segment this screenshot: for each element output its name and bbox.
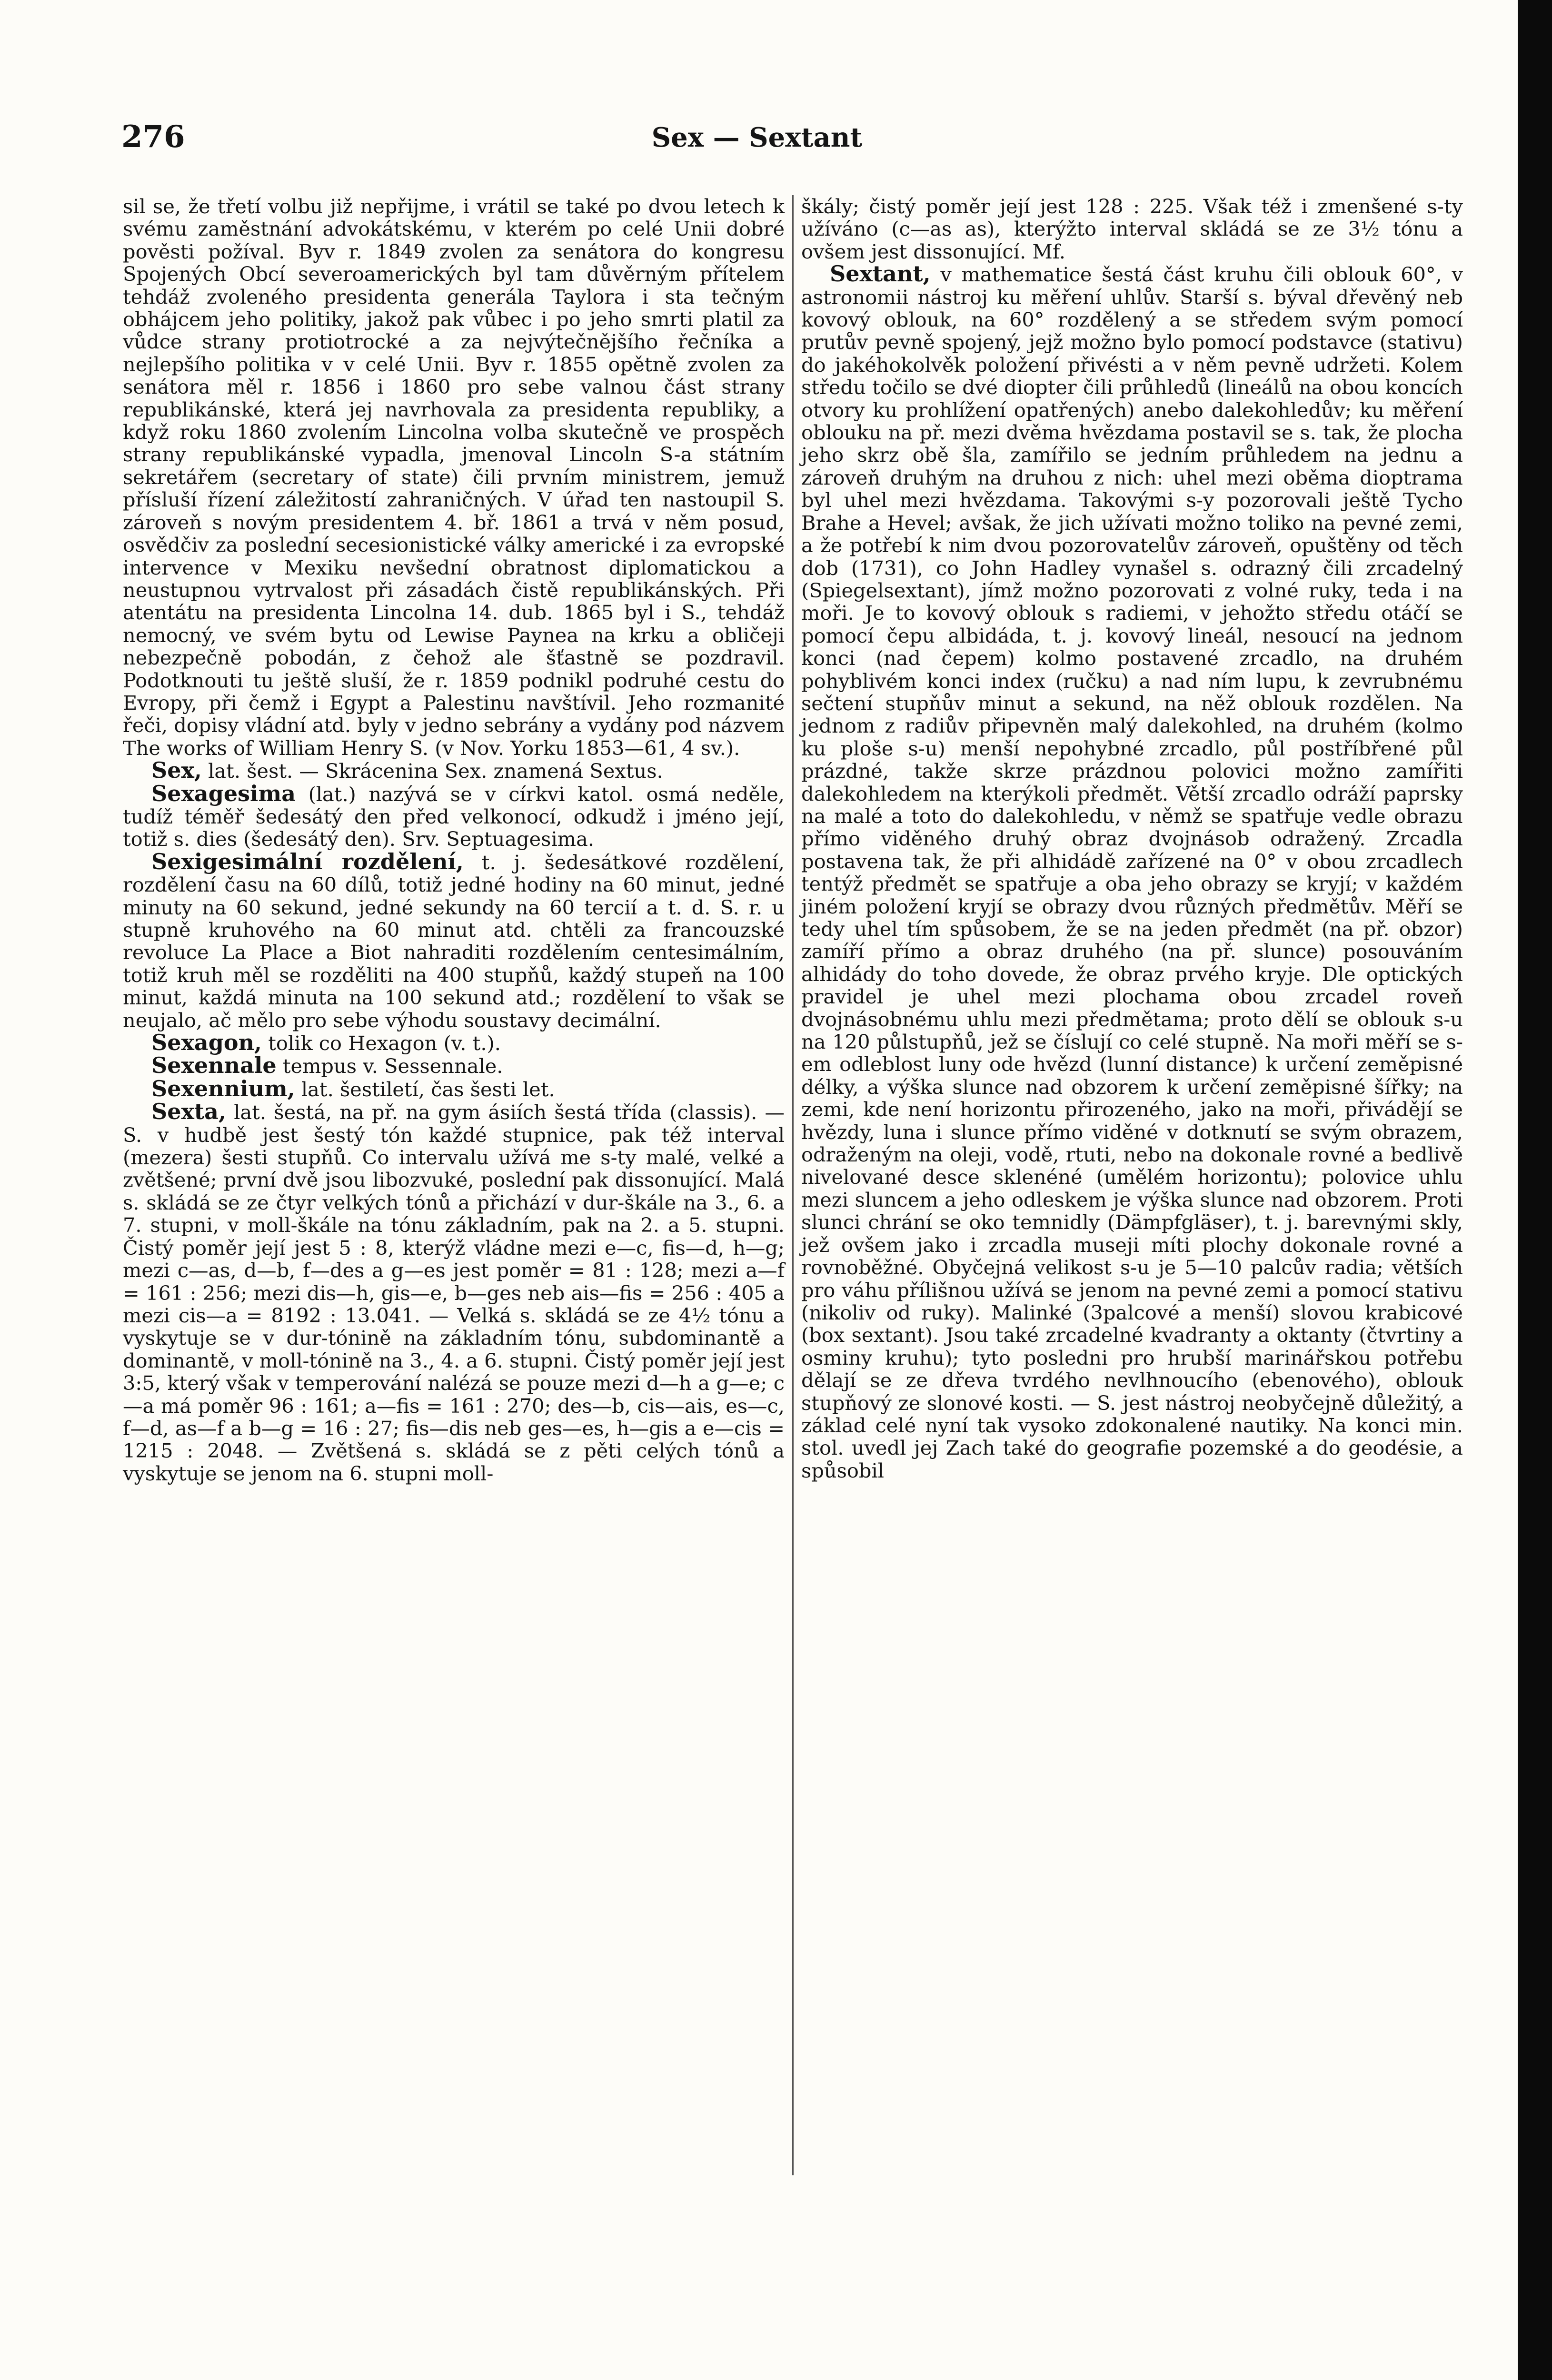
entry-sexta [123, 1101, 785, 1485]
headword-sex: Sex, [151, 757, 202, 783]
entry-sexigesimalni [123, 848, 785, 1032]
entry-sexagon [123, 1031, 785, 1054]
headword-sexigesimalni: Sexigesimální rozdělení, [151, 848, 464, 874]
seward-continuation: sil se, že třetí volbu již nepřijme, i vrátil se také po dvou letech k svému zaměstnání advokátskému, v kterém po celé Unii dobré pověsti požíval. Byv r. 1849 zvolen za senátora do kongresu Spojených Obcí severoamerických byl tam důvěrným přítelem tehdáž zvoleného presidenta generála Taylora i sta tečným obhájcem jeho politiky, jakož pak vůbec i po jeho smrti platil za vůdce strany protiotrocké a za nejvýtečnějšího řečníka a nejlepšího politika v v celé Unii. Byv r. 1855 opětně zvolen za senátora měl r. 1856 i 1860 pro sebe valnou část strany republikánské, která jej navrhovala za presidenta republiky, a když roku 1860 zvolením Lincolna volba skutečně ve prospěch strany republikánské vypadla, jmenoval Lincoln S-a státním sekretářem (secretary of state) čili prvním ministrem, jemuž přísluší řízení záležitostí zahraničných. V úřad ten nastoupil S. zároveň s novým presidentem 4. bř. 1861 a trvá v něm posud, osvědčiv za poslední secesionistické války americké i za evropské intervence v Mexiku nevšední obratnost diplomatickou a neustupnou vytrvalost při zásadách čistě republikánských. Při atentátu na presidenta Lincolna 14. dub. 1865 byl i S., tehdáž nemocný, ve svém bytu od Lewise Paynea na krku a obličeji nebezpečně pobodán, z čehož ale šťastně se pozdravil. Podotknouti tu ještě sluší, že r. 1859 podnikl podruhé cestu do Evropy, při čemž i Egypt a Palestinu navštívil. Jeho rozmanité řeči, dopisy vládní atd. byly v jedno sebrány a vydány pod názvem The works of William Henry S. (v Nov. Yorku 1853—61, 4 sv.). [123, 195, 785, 760]
running-head: Sex — Sextant [651, 122, 863, 153]
entry-sex-text: lat. šest. — Skrácenina Sex. znamená Sextus. [208, 759, 663, 783]
entry-sextant-text: v mathematice šestá část kruhu čili oblouk 60°, v astronomii nástroj ku měření uhlův. Starší s. býval dřevěný neb kovový oblouk, na 60° rozdělený a se středem svým pomocí prutův pevně spojený, jejž možno bylo pomocí podstavce (stativu) do jakéhokolvěk položení přivésti a v něm pevně udržeti. Kolem středu točilo se dvé diopter čili průhledů (lineálů na obou koncích otvory ku prohlížení opatřených) anebo dalekohledův; ku měření oblouku na př. mezi dvěma hvězdama postavil se s. tak, že plocha jeho skrz obě šla, zamířilo se jedním průhledem na jednu a zároveň druhým na druhou z nich: uhel mezi oběma dioptrama byl uhel mezi hvězdama. Takovými s-y pozorovali ještě Tycho Brahe a Hevel; avšak, že jich užívati možno toliko na pevné zemi, a že potřebí k nim dvou pozorovatelův zároveň, opuštěny od těch dob (1731), co John Hadley vynašel s. odrazný čili zrcadelný (Spiegelsextant), jímž možno pozorovati z volné ruky, teda i na moři. Je to kovový oblouk s radiemi, v jehožto středu otáčí se pomocí čepu albidáda, t. j. kovový lineál, nesoucí na jednom konci (nad čepem) kolmo postavené zrcadlo, na druhém pohyblivém konci index (ručku) a nad ním lupu, k zevrubnému sečtení stupňův minut a sekund, na něž oblouk rozdělen. Na jednom z radiův připevněn malý dalekohled, na druhém (kolmo ku ploše s-u) menší nepohybné zrcadlo, půl postříbřené půl prázdné, takže skrze prázdnou polovici možno zamířiti dalekohledem na kterýkoli předmět. Větší zrcadlo odráží paprsky na malé a toto do dalekohledu, v němž se spatřuje vedle obrazu přímo viděného druhý obraz dvojnásob odražený. Zrcadla postavena tak, že při alhidádě zařízené na 0° v obou zrcadlech tentýž předmět se spatřuje a oba jeho obrazy se kryjí; v každém jiném položení kryjí se obrazy dvou různých předmětův. Měří se tedy uhel tím spůsobem, že se na jeden předmět (na př. obzor) zamíří přímo a obraz druhého (na př. slunce) posouváním alhidády do toho dovede, že obraz prvého kryje. Dle optických pravidel je uhel mezi plochama obou zrcadel roveň dvojnásobnému uhlu mezi předmětama; proto dělí se oblouk s-u na 120 půlstupňů, jež se číslují co celé stupně. Na moři měří se s-em odleblost luny ode hvězd (lunní distance) k určení zeměpisné délky, a výška slunce nad obzorem k určení zeměpisné šířky; na zemi, kde není horizontu přirozeného, jako na moři, přivádějí se hvězdy, luna i slunce přímo viděné v dotknutí se svým obrazem, odraženým na oleji, vodě, rtuti, nebo na dokonale rovné a bedlivě nivelované desce sklenéné (umělém horizontu); polovice uhlu mezi sluncem a jeho odleskem je výška slunce nad obzorem. Proti slunci chrání se oko temnidly (Dämpfgläser), t. j. barevnými skly, jež ovšem jako i zrcadla museji míti plochy dokonale rovné a rovnoběžné. Obyčejná velikost s-u je 5—10 palcův radia; větších pro váhu přílišnou užívá se jenom na pevné zemi a pomocí stativu (nikoliv od ruky). Malinké (3palcové a menší) slovou krabicové (box sextant). Jsou také zrcadelné kvadranty a oktanty (čtvrtiny a osminy kruhu); tyto posledni pro hrubší marinářskou potřebu dělají se ze dřeva tvrdého nevlhnoucího (ebenového), oblouk stupňový ze slonové kosti. — S. jest nástroj neobyčejně důležitý, a základ celé nyní tak vysoko zdokonalené nautiky. Na konci min. stol. uvedl jej Zach také do geografie pozemské a do geodésie, a spůsobil [801, 263, 1463, 1482]
entry-sexennium [123, 1075, 785, 1101]
entry-sexagon-text: tolik co Hexagon (v. t.). [268, 1031, 501, 1055]
page-header [121, 119, 1393, 162]
headword-sexta: Sexta, [151, 1099, 226, 1125]
entry-sextant [801, 263, 1463, 1482]
entry-sexta-text: lat. šestá, na př. na gym ásiích šestá třída (classis). — S. v hudbě jest šestý tón každé stupnice, pak též interval (mezera) šesti stupňů. Co intervalu užívá me s-ty malé, velké a zvětšené; první dvě jsou libozvuké, poslední pak dissonující. Malá s. skládá se ze čtyr velkých tónů a přichází v dur-škále na 3., 6. a 7. stupni, v moll-škále na tónu základním, pak na 2. a 5. stupni. Čistý poměr její jest 5 : 8, kterýž vládne mezi e—c, fis—d, h—g; mezi c—as, d—b, f—des a g—es jest poměr = 81 : 128; mezi a—f = 161 : 256; mezi dis—h, gis—e, b—ges neb ais—fis = 256 : 405 a mezi cis—a = 8192 : 13.041. — Velká s. skládá se ze 4½ tónu a vyskytuje se v dur-tónině na základním tónu, subdominantě a dominantě, v moll-tónině na 3., 4. a 6. stupni. Čistý poměr její jest 3:5, který však v temperování nalézá se pouze mezi d—h a g—e; c—a má poměr 96 : 161; a—fis = 161 : 270; des—b, cis—ais, es—c, f—d, as—f a b—g = 16 : 27; fis—dis neb ges—es, h—gis a e—cis = 1215 : 2048. — Zvětšená s. skládá se z pěti celých tónů a vyskytuje se jenom na 6. stupni moll- [123, 1101, 785, 1485]
entry-sexennale [123, 1054, 785, 1077]
entry-sexennale-text: tempus v. Sessennale. [282, 1054, 503, 1078]
headword-sextant: Sextant, [830, 261, 931, 287]
entry-sexagesima-text: (lat.) nazývá se v církvi katol. osmá neděle, tudíž téměř šedesátý den před velkonocí, odkudž i jméno její, totiž s. dies (šedesátý den). Srv. Septuagesima. [123, 782, 785, 851]
entry-sexagesima [123, 780, 785, 851]
headword-sexennium: Sexennium, [151, 1075, 295, 1101]
column-divider [792, 195, 794, 2175]
headword-sexagesima: Sexagesima [151, 780, 296, 806]
entry-sexennium-text: lat. šestiletí, čas šesti let. [301, 1077, 555, 1101]
left-column [123, 195, 785, 1485]
page-number: 276 [121, 119, 185, 155]
entry-sex [123, 759, 785, 782]
sexta-continuation: škály; čistý poměr její jest 128 : 225. Však též i zmenšené s-ty užíváno (c—as as), kterýžto interval skládá se ze 3½ tónu a ovšem jest dissonující. Mf. [801, 195, 1463, 263]
headword-sexennale: Sexennale [151, 1052, 277, 1079]
headword-sexagon: Sexagon, [151, 1030, 262, 1056]
right-column [801, 195, 1463, 1482]
entry-sexigesimalni-text: t. j. šedesátkové rozdělení, rozdělení času na 60 dílů, totiž jedné hodiny na 60 minut, jedné minuty na 60 sekund, jedné sekundy na 60 tercií a t. d. S. r. u stupně kruhového na 60 minut atd. chtěli za francouzské revoluce La Place a Biot nahraditi rozdělením centesimálním, totiž kruh měl se rozděliti na 400 stupňů, každý stupeň na 100 minut, každá minuta na 100 sekund atd.; rozdělení to však se neujalo, ač mělo pro sebe výhodu soustavy decimální. [123, 850, 785, 1032]
page-edge [1518, 0, 1552, 2380]
